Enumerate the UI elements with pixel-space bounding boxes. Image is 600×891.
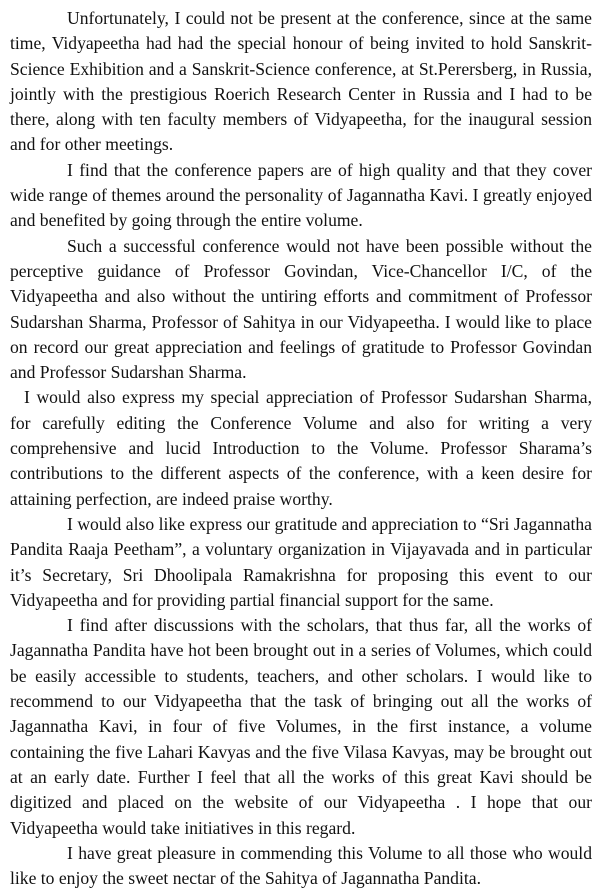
paragraph-commendation: I have great pleasure in commending this Volume to all those who would like to enjoy the sweet nectar of the Sahitya of Jagannatha Pandita. — [10, 842, 592, 889]
paragraph-guidance: Such a successful conference would not have been possible without the perceptive guidance of Professor Govindan, Vice-Chancellor I/C, of the Vidyapeetha and also without the untiring efforts and commitment of Professor Sudarshan Sharma, Professor of Sahitya in our Vidyapeetha. I would like to place on record our great appreciation and feelings of gratitude to Professor Govindan and Professor Sudarshan Sharma. — [10, 235, 592, 383]
paragraph-recommendation: I find after discussions with the scholars, that thus far, all the works of Jagannatha Pandita have hot been brought out in a series of Volumes, which could be easily accessible to students, teachers, and other scholars. I would like to recommend to our Vidyapeetha that the task of bringing out all the works of Jagannatha Kavi, in four of five Volumes, in the first instance, a volume containing the five Lahari Kavyas and the five Vilasa Kavyas, may be brought out at an early date. Further I feel that all the works of this great Kavi should be digitized and placed on the website of our Vidyapeetha . I hope that our Vidyapeetha would take initiatives in this regard. — [10, 615, 592, 838]
paragraph-quality: I find that the conference papers are of high quality and that they cover wide range of themes around the personality of Jagannatha Kavi. I greatly enjoyed and benefited by going through the entire volume. — [10, 159, 592, 231]
paragraph-gratitude: I would also like express our gratitude and appreciation to “Sri Jagannatha Pandita Raaja Peetham”, a voluntary organization in Vijayavada and in particular it’s Secretary, Sri Dhoolipala Ramakrishna for proposing this event to our Vidyapeetha and for providing partial financial support for the same. — [10, 513, 592, 610]
paragraph-absence: Unfortunately, I could not be present at the conference, since at the same time, Vidyapeetha had had the special honour of being invited to hold Sanskrit- Science Exhibition and a Sanskrit-Science conference, at St.Perersberg, in Russia, jointly with the prestigious Roerich Research Center in Russia and I had to be there, along with ten faculty members of Vidyapeetha, for the inaugural session and for other meetings. — [10, 8, 592, 155]
paragraph-editing: I would also express my special appreciation of Professor Sudarshan Sharma, for carefully editing the Conference Volume and also for writing a very comprehensive and lucid Introduction to the Volume. Professor Sharama’s contributions to the different aspects of the conference, with a keen desire for attaining perfection, are indeed praise worthy. — [10, 387, 592, 509]
